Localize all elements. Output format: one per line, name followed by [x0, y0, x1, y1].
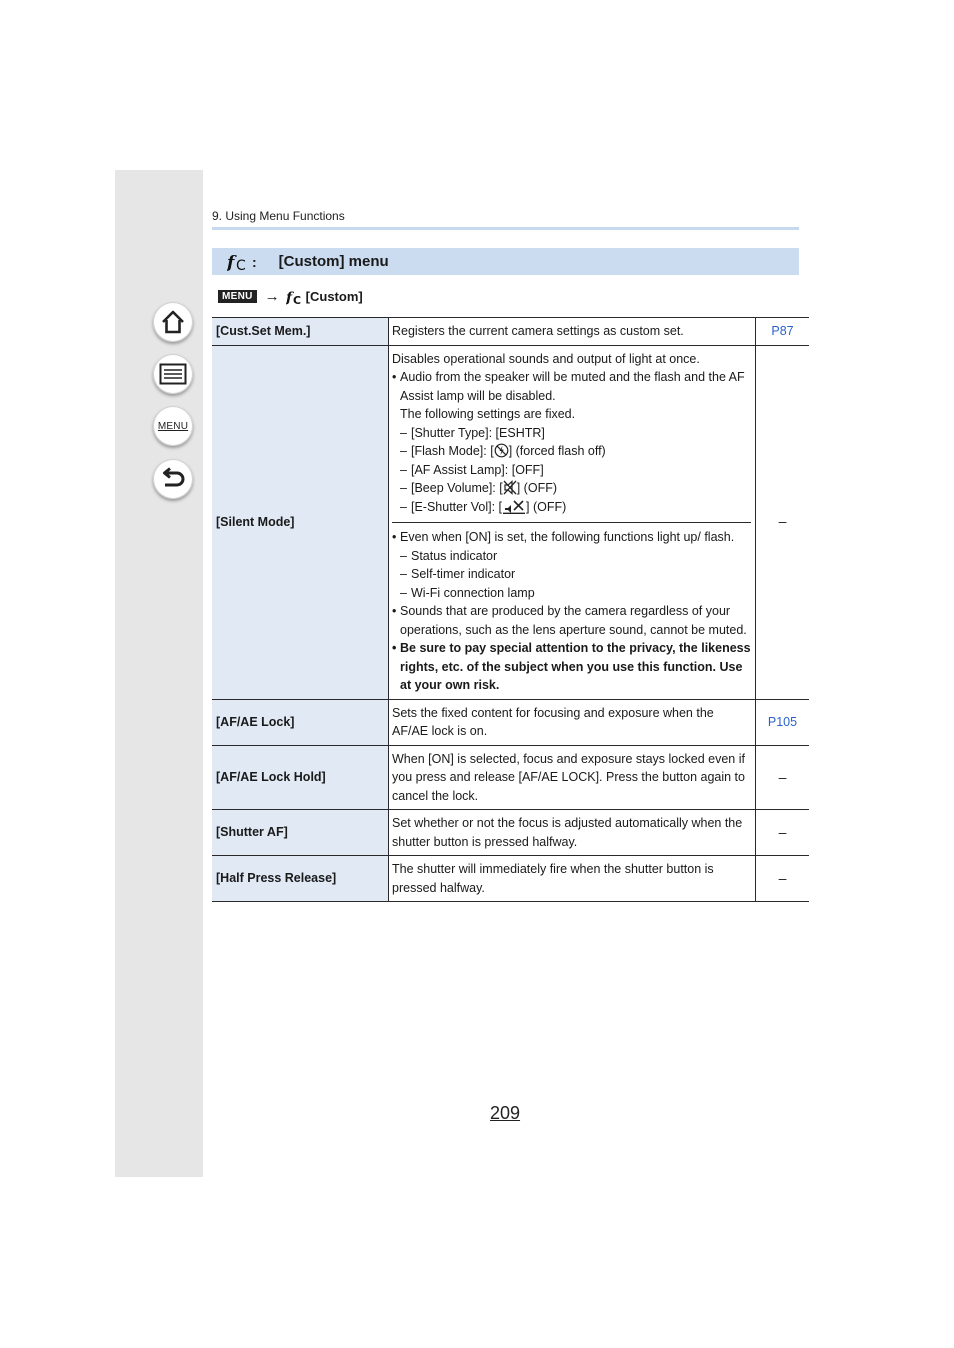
table-row — [212, 856, 809, 902]
menu-button[interactable] — [153, 406, 193, 446]
svg-text:C: C — [292, 293, 301, 305]
svg-text:f: f — [285, 289, 292, 305]
home-button[interactable] — [153, 302, 193, 342]
page-number: 209 — [490, 1103, 521, 1123]
desc-line: The following settings are fixed. — [400, 407, 576, 421]
table-row — [212, 699, 809, 745]
contents-button[interactable] — [153, 354, 193, 394]
desc-line: Disables operational sounds and output of light at once. — [392, 351, 700, 366]
warning-item: • Be sure to pay special attention to the privacy, the likeness rights, etc. of the subject when you use this function. Use at your own risk. — [392, 639, 751, 695]
svg-text:C: C — [236, 257, 246, 272]
bullet-item: • Even when [ON] is set, the following functions light up/ flash. — [392, 528, 751, 547]
svg-text:f: f — [227, 252, 235, 272]
item-name: [Cust.Set Mem.] — [212, 318, 389, 346]
item-name: [Silent Mode] — [212, 345, 389, 699]
back-icon — [159, 467, 187, 491]
breadcrumb-rule — [212, 227, 799, 230]
page-ref-cell — [756, 856, 810, 902]
no-reference: – — [778, 869, 787, 886]
light-item: – Status indicator — [392, 547, 751, 566]
page-ref-cell — [756, 699, 810, 745]
menu-path — [218, 288, 363, 305]
table-row — [212, 745, 809, 810]
home-icon — [160, 309, 186, 335]
item-name: [Shutter AF] — [212, 810, 389, 856]
custom-menu-icon — [227, 252, 249, 272]
custom-menu-table — [212, 317, 809, 902]
fixed-setting: – [Flash Mode]: [ ] (forced flash off) — [392, 442, 751, 461]
table-row — [212, 345, 809, 699]
section-title: [Custom] menu — [278, 253, 389, 270]
section-colon: : — [252, 253, 257, 270]
no-reference: – — [778, 768, 787, 785]
item-description: Set whether or not the focus is adjusted automatically when the shutter button is pressed halfway. — [389, 810, 756, 856]
no-reference: – — [778, 513, 787, 530]
bullet-item: • Sounds that are produced by the camera regardless of your operations, such as the lens aperture sound, cannot be muted. — [392, 602, 751, 639]
page-ref-cell — [756, 745, 810, 810]
item-name: [AF/AE Lock Hold] — [212, 745, 389, 810]
item-name: [AF/AE Lock] — [212, 699, 389, 745]
light-item: – Self-timer indicator — [392, 565, 751, 584]
item-description: The shutter will immediately fire when the shutter button is pressed halfway. — [389, 856, 756, 902]
light-item: – Wi-Fi connection lamp — [392, 584, 751, 603]
arrow-icon: → — [264, 288, 280, 305]
item-description — [389, 345, 756, 699]
page-link[interactable]: P105 — [767, 714, 798, 729]
beep-mute-icon — [503, 481, 517, 495]
page-ref-cell — [756, 810, 810, 856]
menu-icon: MENU — [157, 420, 189, 432]
item-description: Sets the fixed content for focusing and exposure when the AF/AE lock is on. — [389, 699, 756, 745]
page-ref-cell — [756, 345, 810, 699]
page-ref-cell — [756, 318, 810, 346]
section-header — [212, 248, 799, 275]
flash-off-icon — [494, 444, 509, 458]
list-icon — [159, 363, 187, 385]
eshutter-mute-icon — [502, 500, 526, 514]
back-button[interactable] — [153, 459, 193, 499]
table-row — [212, 810, 809, 856]
table-row — [212, 318, 809, 346]
custom-menu-icon — [286, 289, 304, 305]
path-label: [Custom] — [305, 289, 363, 304]
fixed-setting: – [Shutter Type]: [ESHTR] — [392, 424, 751, 443]
breadcrumb: 9. Using Menu Functions — [212, 209, 345, 223]
bullet-item: • Audio from the speaker will be muted and the flash and the AF Assist lamp will be disabled. — [392, 368, 751, 405]
no-reference: – — [778, 823, 787, 840]
item-description: When [ON] is selected, focus and exposure stays locked even if you press and release [AF/AE LOCK]. Press the button again to cancel the lock. — [389, 745, 756, 810]
fixed-setting: – [E-Shutter Vol]: [ ] (OFF) — [392, 498, 751, 517]
item-name: [Half Press Release] — [212, 856, 389, 902]
divider — [392, 522, 751, 523]
item-description: Registers the current camera settings as custom set. — [389, 318, 756, 346]
fixed-setting: – [AF Assist Lamp]: [OFF] — [392, 461, 751, 480]
fixed-setting: – [Beep Volume]: [ ] (OFF) — [392, 479, 751, 498]
page-link[interactable]: P87 — [771, 324, 794, 338]
menu-badge: MENU — [218, 290, 257, 303]
